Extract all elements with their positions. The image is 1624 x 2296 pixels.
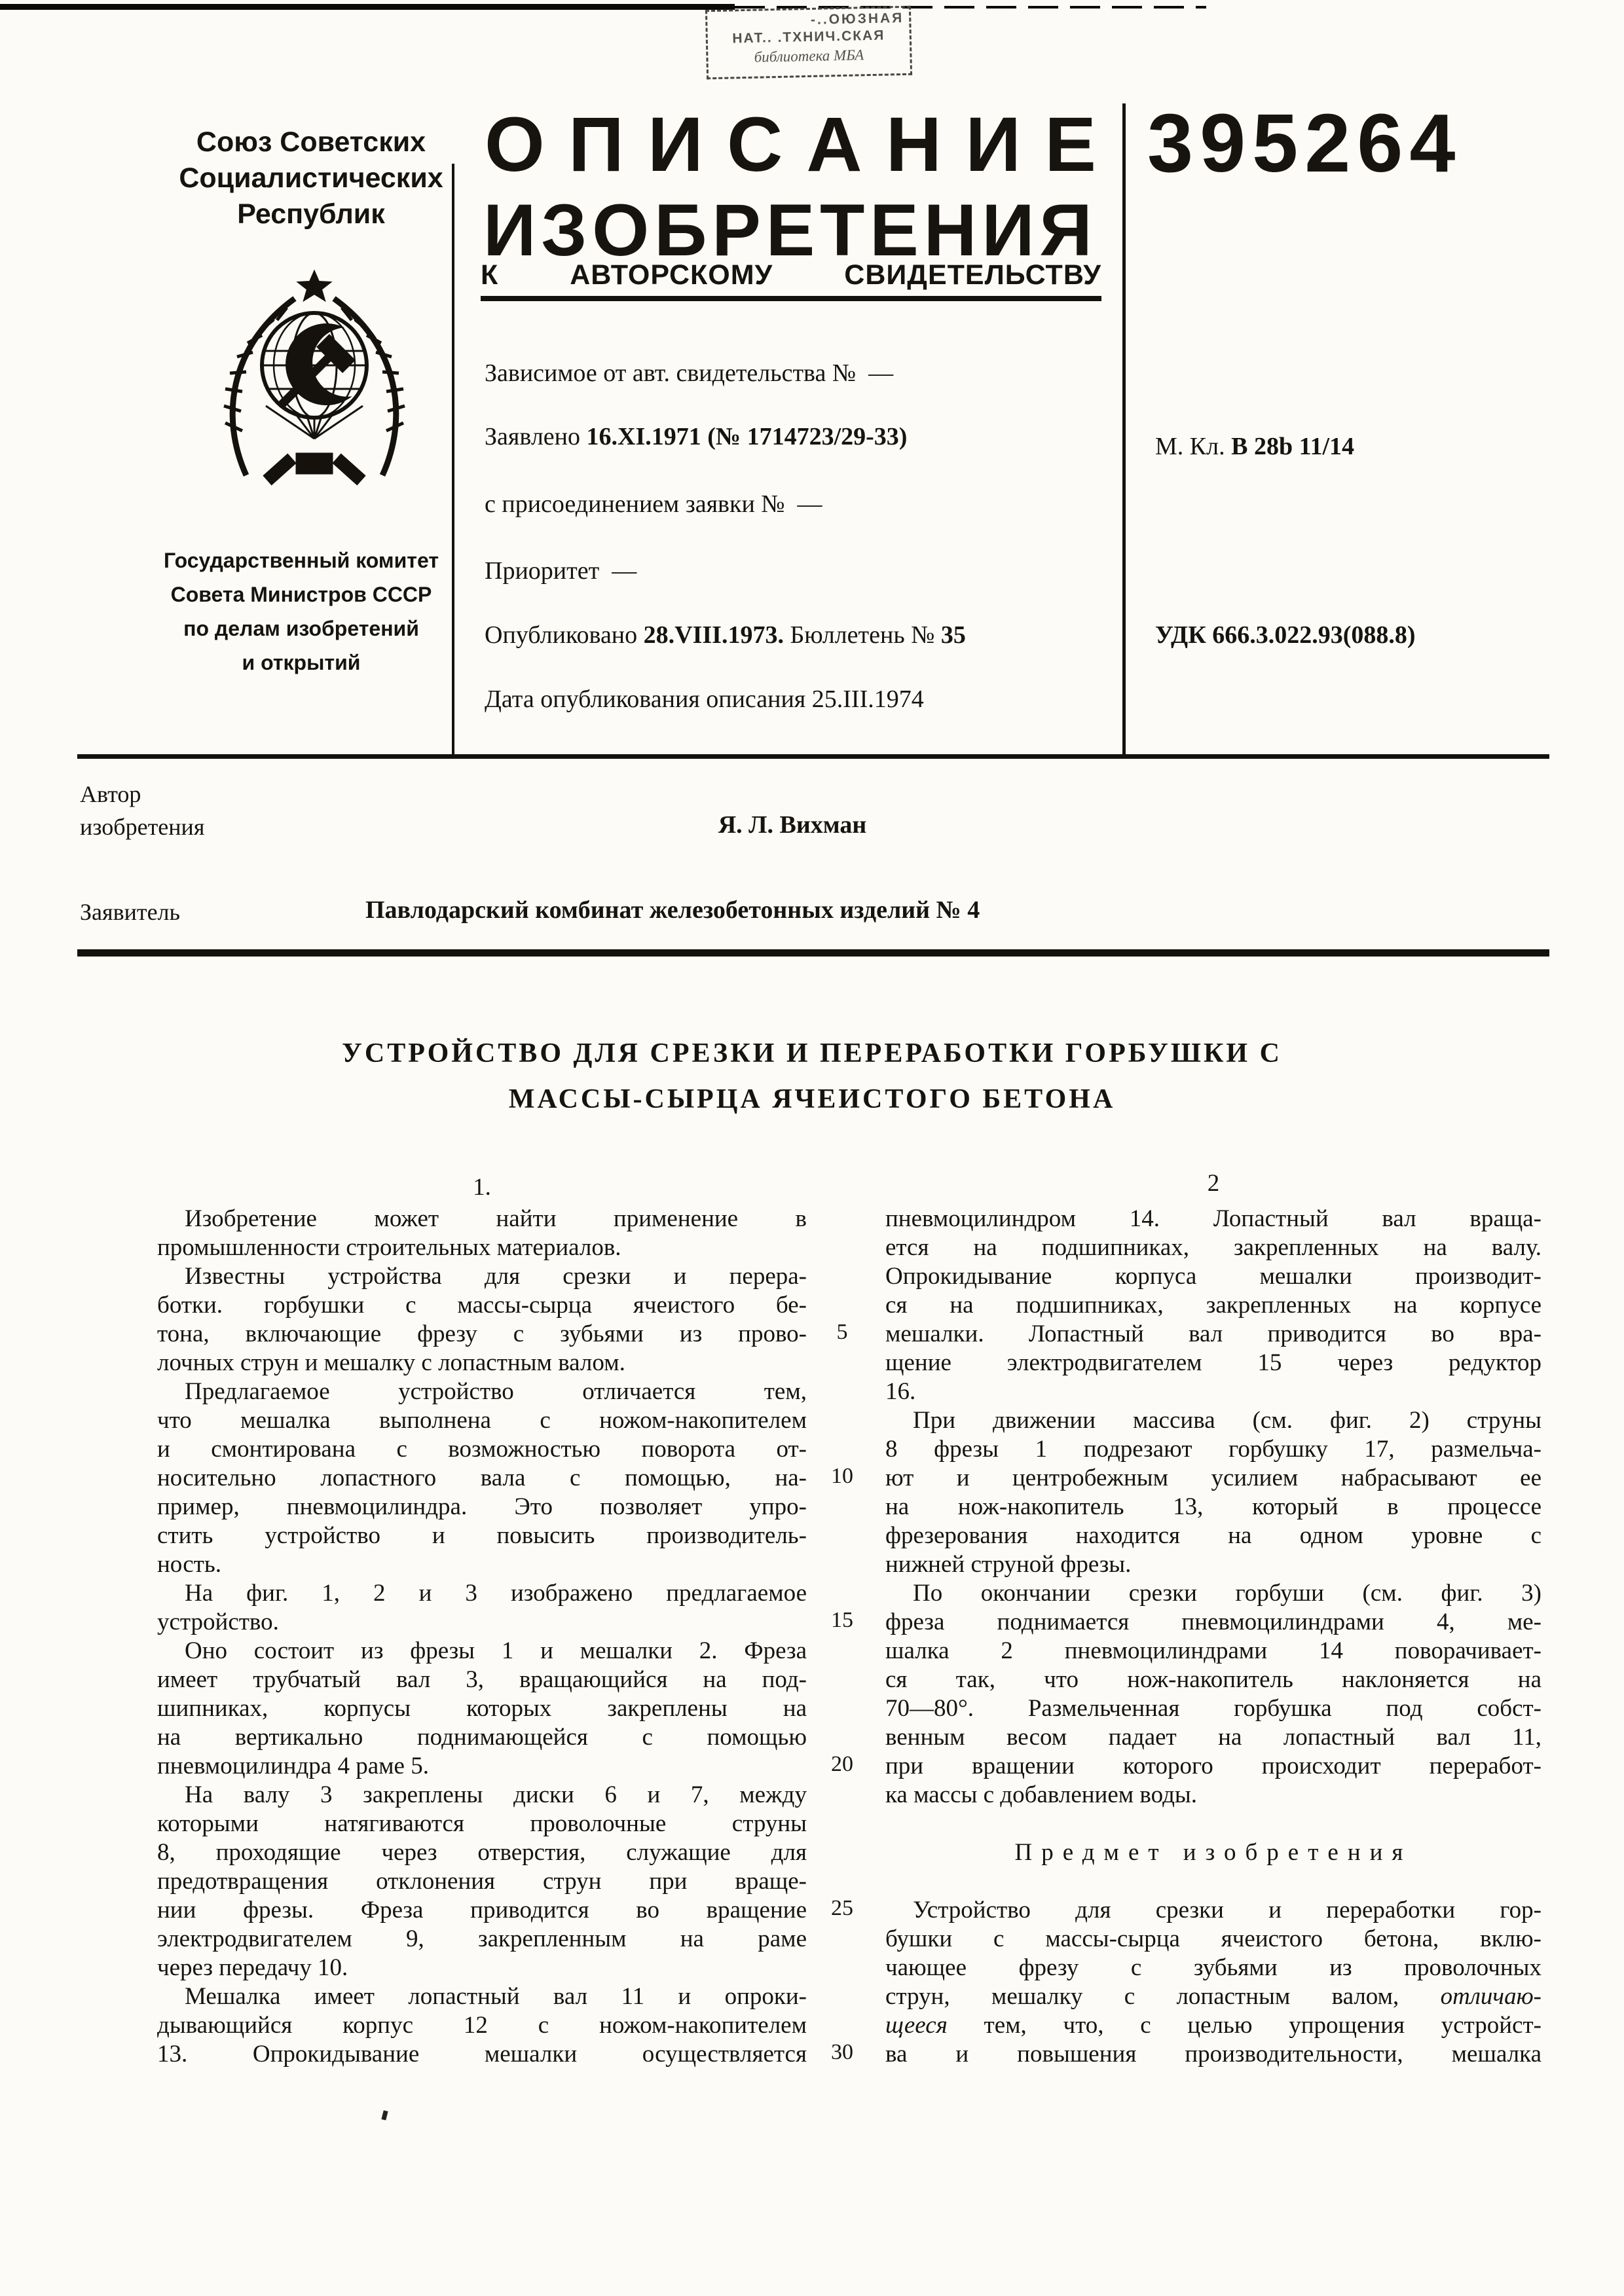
gutter-line-number: 20 [831, 1752, 853, 1776]
invention-title-line: МАССЫ-СЫРЦА ЯЧЕИСТОГО БЕТОНА [508, 1084, 1116, 1114]
filed-value: 16.XI.1971 (№ 1714723/29-33) [586, 423, 908, 450]
applicant-name: Павлодарский комбинат железобетонных изделий № 4 [365, 896, 980, 924]
committee-name [131, 543, 471, 680]
class-label: М. Кл. [1155, 433, 1225, 460]
body-line: через передачу 10. [157, 1954, 348, 1981]
invention-title-line: УСТРОЙСТВО ДЛЯ СРЕЗКИ И ПЕРЕРАБОТКИ ГОРБУШКИ С [342, 1038, 1282, 1068]
committee-line: Совета Министров СССР [170, 583, 432, 606]
body-line: ся так, что нож-накопитель наклоняется на [885, 1666, 1541, 1693]
committee-line: по делам изобретений [183, 617, 419, 640]
body-line: 70—80°. Размельченная горбушка под собст- [885, 1695, 1541, 1722]
body-line: По окончании срезки горбуши (см. фиг. 3) [913, 1580, 1541, 1607]
horizontal-rule-bottom [77, 949, 1549, 957]
body-line: Мешалка имеет лопастный вал 11 и опроки- [185, 1983, 807, 2010]
body-line: ботки. горбушки с массы-сырца ячеистого бе- [157, 1292, 807, 1319]
gutter-line-number: 5 [836, 1320, 848, 1344]
body-line: ется на подшипниках, закрепленных на валу. [885, 1234, 1541, 1261]
body-line: ва и повышения производительности, мешалка [885, 2041, 1541, 2068]
biblio-joined-row: с присоединением заявки № — [485, 490, 822, 518]
biblio-description-date: Дата опубликования описания 25.III.1974 [485, 685, 924, 713]
body-line: шипниках, корпусы которых закреплены на [157, 1695, 807, 1722]
author-label [80, 778, 204, 843]
gutter-line-number: 25 [831, 1896, 853, 1920]
body-line: которыми натягиваются проволочные струны [157, 1810, 807, 1837]
body-line: щееся тем, что, с целью упрощения устройст- [885, 2012, 1541, 2039]
body-line: промышленности строительных материалов. [157, 1234, 621, 1261]
body-line: имеет трубчатый вал 3, вращающийся на под- [157, 1666, 807, 1693]
header-vertical-divider-right [1122, 103, 1126, 758]
biblio-udc: УДК 666.3.022.93(088.8) [1155, 621, 1416, 649]
body-line: ся на подшипниках, закрепленных на корпусе [885, 1292, 1541, 1319]
body-line: нижней струной фрезы. [885, 1551, 1132, 1578]
published-label: Опубликовано [485, 621, 638, 649]
horizontal-rule-top [77, 754, 1549, 759]
biblio-priority-row: Приоритет — [485, 557, 637, 585]
ussr-state-emblem-icon [203, 267, 426, 496]
body-line: при вращении которого происходит переработ- [885, 1753, 1541, 1779]
patent-number: 395264 [1147, 97, 1462, 189]
doc-subtype: К АВТОРСКОМУ СВИДЕТЕЛЬСТВУ [481, 259, 1101, 291]
body-line: пример, пневмоцилиндра. Это позволяет упро- [157, 1493, 807, 1520]
scan-edge-artifact [0, 4, 735, 10]
bulletin-number: 35 [940, 621, 966, 649]
filed-label: Заявлено [485, 423, 580, 450]
body-line: 8 фрезы 1 подрезают горбушку 17, размельча- [885, 1436, 1541, 1463]
body-line: На фиг. 1, 2 и 3 изображено предлагаемое [185, 1580, 807, 1607]
biblio-dependent-row: Зависимое от авт. свидетельства № — [485, 359, 894, 387]
body-line: носительно лопастного вала с помощью, на- [157, 1465, 807, 1491]
body-line: на нож-накопитель 13, который в процессе [885, 1493, 1541, 1520]
class-value: В 28b 11/14 [1231, 433, 1355, 460]
body-line: нии фрезы. Фреза приводится во вращение [157, 1897, 807, 1923]
body-line: 13. Опрокидывание мешалки осуществляется [157, 2041, 807, 2068]
body-line: шалка 2 пневмоцилиндрами 14 поворачивает- [885, 1637, 1541, 1664]
body-line: струн, мешалку с лопастным валом, отличаю- [885, 1983, 1541, 2010]
stamp-line: НАТ.. .ТХНИЧ.СКАЯ [732, 27, 885, 46]
body-line [885, 1810, 1541, 1838]
body-line: щение электродвигателем 15 через редуктор [885, 1349, 1541, 1376]
body-line: мешалки. Лопастный вал приводится во вра- [885, 1321, 1541, 1347]
applicant-label: Заявитель [80, 899, 180, 925]
biblio-filed-row [485, 422, 907, 451]
body-line: что мешалка выполнена с ножом-накопителем [157, 1407, 807, 1434]
column-2-header: 2 [1207, 1170, 1220, 1197]
body-line: Оно состоит из фрезы 1 и мешалки 2. Фреза [185, 1637, 807, 1664]
gutter-line-number: 15 [831, 1608, 853, 1632]
author-name: Я. Л. Вихман [718, 811, 867, 839]
body-line: ность. [157, 1551, 221, 1578]
body-line: дывающийся корпус 12 с ножом-накопителем [157, 2012, 807, 2039]
body-line: фрезерования находится на одном уровне с [885, 1522, 1541, 1549]
body-line: бушки с массы-сырца ячеистого бетона, вклю- [885, 1925, 1541, 1952]
org-line: Республик [237, 198, 385, 230]
body-line: При движении массива (см. фиг. 2) струны [913, 1407, 1541, 1434]
body-line: предотвращения отклонения струн при враще- [157, 1868, 807, 1895]
column-1-header: 1. [473, 1174, 491, 1201]
body-line: Предмет изобретения [1014, 1839, 1412, 1866]
body-line: и смонтирована с возможностью поворота от- [157, 1436, 807, 1463]
published-date: 28.VIII.1973. [643, 621, 784, 649]
body-column-1 [157, 1205, 807, 2069]
subtitle-underline-rule [481, 296, 1101, 301]
body-line: тона, включающие фрезу с зубьями из прово- [157, 1321, 807, 1347]
biblio-class-row [1155, 432, 1354, 461]
author-label-line: Автор [80, 781, 141, 807]
body-line: 8, проходящие через отверстия, служащие для [157, 1839, 807, 1866]
body-line: стить устройство и повысить производитель- [157, 1522, 807, 1549]
body-line: 16. [885, 1378, 916, 1405]
body-line: венным весом падает на лопастный вал 11, [885, 1724, 1541, 1751]
issuing-union-name [164, 124, 458, 232]
body-line: На валу 3 закреплены диски 6 и 7, между [185, 1781, 807, 1808]
invention-title [157, 1030, 1467, 1122]
org-line: Союз Советских [196, 126, 426, 158]
body-line: ка массы с добавлением воды. [885, 1781, 1198, 1808]
body-line: Изобретение может найти применение в [185, 1205, 807, 1232]
body-line: пневмоцилиндра 4 раме 5. [157, 1753, 429, 1779]
body-line: чающее фрезу с зубьями из проволочных [885, 1954, 1541, 1981]
committee-line: Государственный комитет [164, 549, 439, 572]
header-vertical-divider-left [452, 164, 454, 758]
body-line: устройство. [157, 1609, 279, 1635]
doc-type-word-1: О П И С А Н И Е [485, 101, 1096, 188]
biblio-published-row [485, 621, 966, 649]
doc-type-word-2: И З О Б Р Е Т Е Н И Я [483, 189, 1092, 271]
scan-speck-artifact [381, 2110, 388, 2120]
body-line [885, 1867, 1541, 1896]
stamp-line: библиотека МБА [754, 46, 864, 65]
body-column-2 [885, 1205, 1541, 2069]
gutter-line-number: 30 [831, 2040, 853, 2064]
bulletin-label: Бюллетень № [790, 621, 935, 649]
committee-line: и открытий [242, 651, 361, 674]
org-line: Социалистических [179, 162, 443, 194]
body-line: лочных струн и мешалку с лопастным валом. [157, 1349, 625, 1376]
body-line: Известны устройства для срезки и перера- [185, 1263, 807, 1290]
author-label-line: изобретения [80, 814, 205, 840]
body-line: Предлагаемое устройство отличается тем, [185, 1378, 807, 1405]
body-line: Устройство для срезки и переработки гор- [913, 1897, 1541, 1923]
body-line: пневмоцилиндром 14. Лопастный вал враща- [885, 1205, 1541, 1232]
body-line: фреза поднимается пневмоцилиндрами 4, ме- [885, 1609, 1541, 1635]
body-line: ют и центробежным усилием набрасывают ее [885, 1465, 1541, 1491]
library-stamp-icon [705, 6, 912, 80]
stamp-line: -..ОЮЗНАЯ [810, 10, 904, 27]
body-line: электродвигателем 9, закрепленным на раме [157, 1925, 807, 1952]
body-line: Опрокидывание корпуса мешалки производит- [885, 1263, 1541, 1290]
body-line: на вертикально поднимающейся с помощью [157, 1724, 807, 1751]
gutter-line-number: 10 [831, 1464, 853, 1488]
